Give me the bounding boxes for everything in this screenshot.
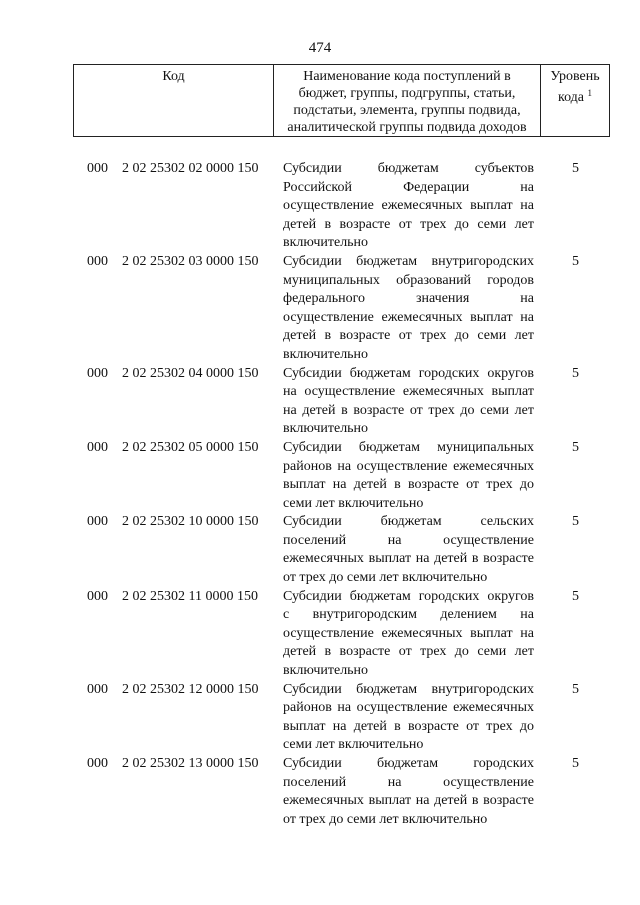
table-row bbox=[0, 439, 640, 513]
code-name bbox=[283, 755, 534, 829]
admin-code: 000 bbox=[87, 681, 108, 697]
code-level: 5 bbox=[572, 365, 579, 381]
header-code: Код bbox=[74, 65, 274, 136]
header-name-line: подстатьи, элемента, группы подвида, bbox=[293, 103, 521, 118]
code-name bbox=[283, 253, 534, 365]
code-name-line: детей в возрасте от трех до семи лет bbox=[283, 328, 534, 344]
revenue-code: 2 02 25302 12 0000 150 bbox=[122, 681, 259, 697]
admin-code: 000 bbox=[87, 365, 108, 381]
admin-code: 000 bbox=[87, 253, 108, 269]
code-name-line: включительно bbox=[283, 421, 369, 437]
code-name-line: муниципальных образований городов bbox=[283, 272, 534, 288]
header-name-line: аналитической группы подвида доходов bbox=[287, 120, 527, 135]
table-row bbox=[0, 755, 640, 829]
revenue-code: 2 02 25302 02 0000 150 bbox=[122, 161, 259, 176]
admin-code: 000 bbox=[87, 514, 108, 530]
code-name-line: осуществление ежемесячных выплат на bbox=[283, 309, 534, 325]
code-name-line: включительно bbox=[283, 235, 369, 251]
revenue-code: 2 02 25302 03 0000 150 bbox=[122, 253, 259, 269]
code-name-line: Субсидии бюджетам городских округов bbox=[283, 365, 534, 381]
code-name bbox=[283, 513, 534, 587]
code-name bbox=[283, 160, 534, 253]
admin-code: 000 bbox=[87, 161, 108, 176]
code-name-line: выплат на детей в возрасте от трех до bbox=[283, 477, 534, 493]
header-level-line: Уровень bbox=[550, 69, 600, 84]
table-row bbox=[0, 160, 640, 253]
revenue-code: 2 02 25302 04 0000 150 bbox=[122, 365, 259, 381]
admin-code: 000 bbox=[87, 439, 108, 455]
revenue-code: 2 02 25302 11 0000 150 bbox=[122, 588, 258, 604]
code-name-line: на детей в возрасте от трех до семи лет bbox=[283, 402, 534, 418]
header-name-line: бюджет, группы, подгруппы, статьи, bbox=[298, 86, 516, 101]
header-level-word: кода bbox=[557, 90, 585, 105]
code-name-line: детей в возрасте от трех до семи лет bbox=[283, 216, 534, 232]
code-name-line: семи лет включительно bbox=[283, 737, 424, 753]
code-name-line: от трех до семи лет включительно bbox=[283, 570, 488, 586]
code-name-line: Субсидии бюджетам городских bbox=[283, 756, 534, 771]
code-name-line: ежемесячных выплат на детей в возрасте bbox=[283, 793, 534, 809]
code-name-line: с внутригородским делением на bbox=[283, 607, 534, 623]
code-level: 5 bbox=[572, 588, 579, 604]
header-level-line bbox=[541, 85, 609, 106]
code-name-line: семи лет включительно bbox=[283, 495, 424, 511]
code-name-line: на осуществление ежемесячных выплат bbox=[283, 384, 534, 400]
code-name-line: Субсидии бюджетам муниципальных bbox=[283, 439, 534, 455]
admin-code: 000 bbox=[87, 588, 108, 604]
code-name-line: Субсидии бюджетам городских округов bbox=[283, 588, 534, 604]
code-name-line: районов на осуществление ежемесячных bbox=[283, 700, 534, 716]
code-name-line: Субсидии бюджетам субъектов bbox=[283, 161, 534, 176]
code-name-line: детей в возрасте от трех до семи лет bbox=[283, 644, 534, 660]
code-name-line: Субсидии бюджетам сельских bbox=[283, 514, 534, 530]
table-row bbox=[0, 681, 640, 755]
admin-code: 000 bbox=[87, 756, 108, 771]
code-name bbox=[283, 439, 534, 513]
code-name-line: Субсидии бюджетам внутригородских bbox=[283, 681, 534, 697]
code-level: 5 bbox=[572, 161, 579, 176]
table-row bbox=[0, 365, 640, 439]
header-level bbox=[541, 65, 609, 136]
code-name-line: от трех до семи лет включительно bbox=[283, 811, 488, 827]
code-name-line: осуществление ежемесячных выплат на bbox=[283, 198, 534, 214]
code-name-line: включительно bbox=[283, 346, 369, 362]
code-level: 5 bbox=[572, 253, 579, 269]
code-name bbox=[283, 588, 534, 681]
code-name-line: осуществление ежемесячных выплат на bbox=[283, 625, 534, 641]
code-name bbox=[283, 681, 534, 755]
page-number: 474 bbox=[308, 40, 332, 56]
code-name-line: выплат на детей в возрасте от трех до bbox=[283, 718, 534, 734]
code-level: 5 bbox=[572, 756, 579, 771]
header-name bbox=[274, 65, 541, 136]
code-level: 5 bbox=[572, 681, 579, 697]
code-name bbox=[283, 365, 534, 439]
code-name-line: федерального значения на bbox=[283, 291, 534, 307]
table-row bbox=[0, 513, 640, 587]
code-name-line: Субсидии бюджетам внутригородских bbox=[283, 253, 534, 269]
table-row bbox=[0, 588, 640, 681]
footnote-marker: 1 bbox=[587, 88, 593, 98]
table-header bbox=[73, 64, 610, 137]
table-body bbox=[0, 160, 640, 829]
code-name-line: районов на осуществление ежемесячных bbox=[283, 458, 534, 474]
table-row bbox=[0, 253, 640, 365]
code-level: 5 bbox=[572, 514, 579, 530]
revenue-code: 2 02 25302 10 0000 150 bbox=[122, 514, 259, 530]
code-name-line: Российской Федерации на bbox=[283, 179, 534, 195]
code-name-line: включительно bbox=[283, 663, 369, 679]
code-name-line: поселений на осуществление bbox=[283, 532, 534, 548]
revenue-code: 2 02 25302 13 0000 150 bbox=[122, 756, 259, 771]
code-name-line: поселений на осуществление bbox=[283, 774, 534, 790]
code-level: 5 bbox=[572, 439, 579, 455]
revenue-code: 2 02 25302 05 0000 150 bbox=[122, 439, 259, 455]
code-name-line: ежемесячных выплат на детей в возрасте bbox=[283, 551, 534, 567]
header-name-line: Наименование кода поступлений в bbox=[303, 69, 511, 84]
